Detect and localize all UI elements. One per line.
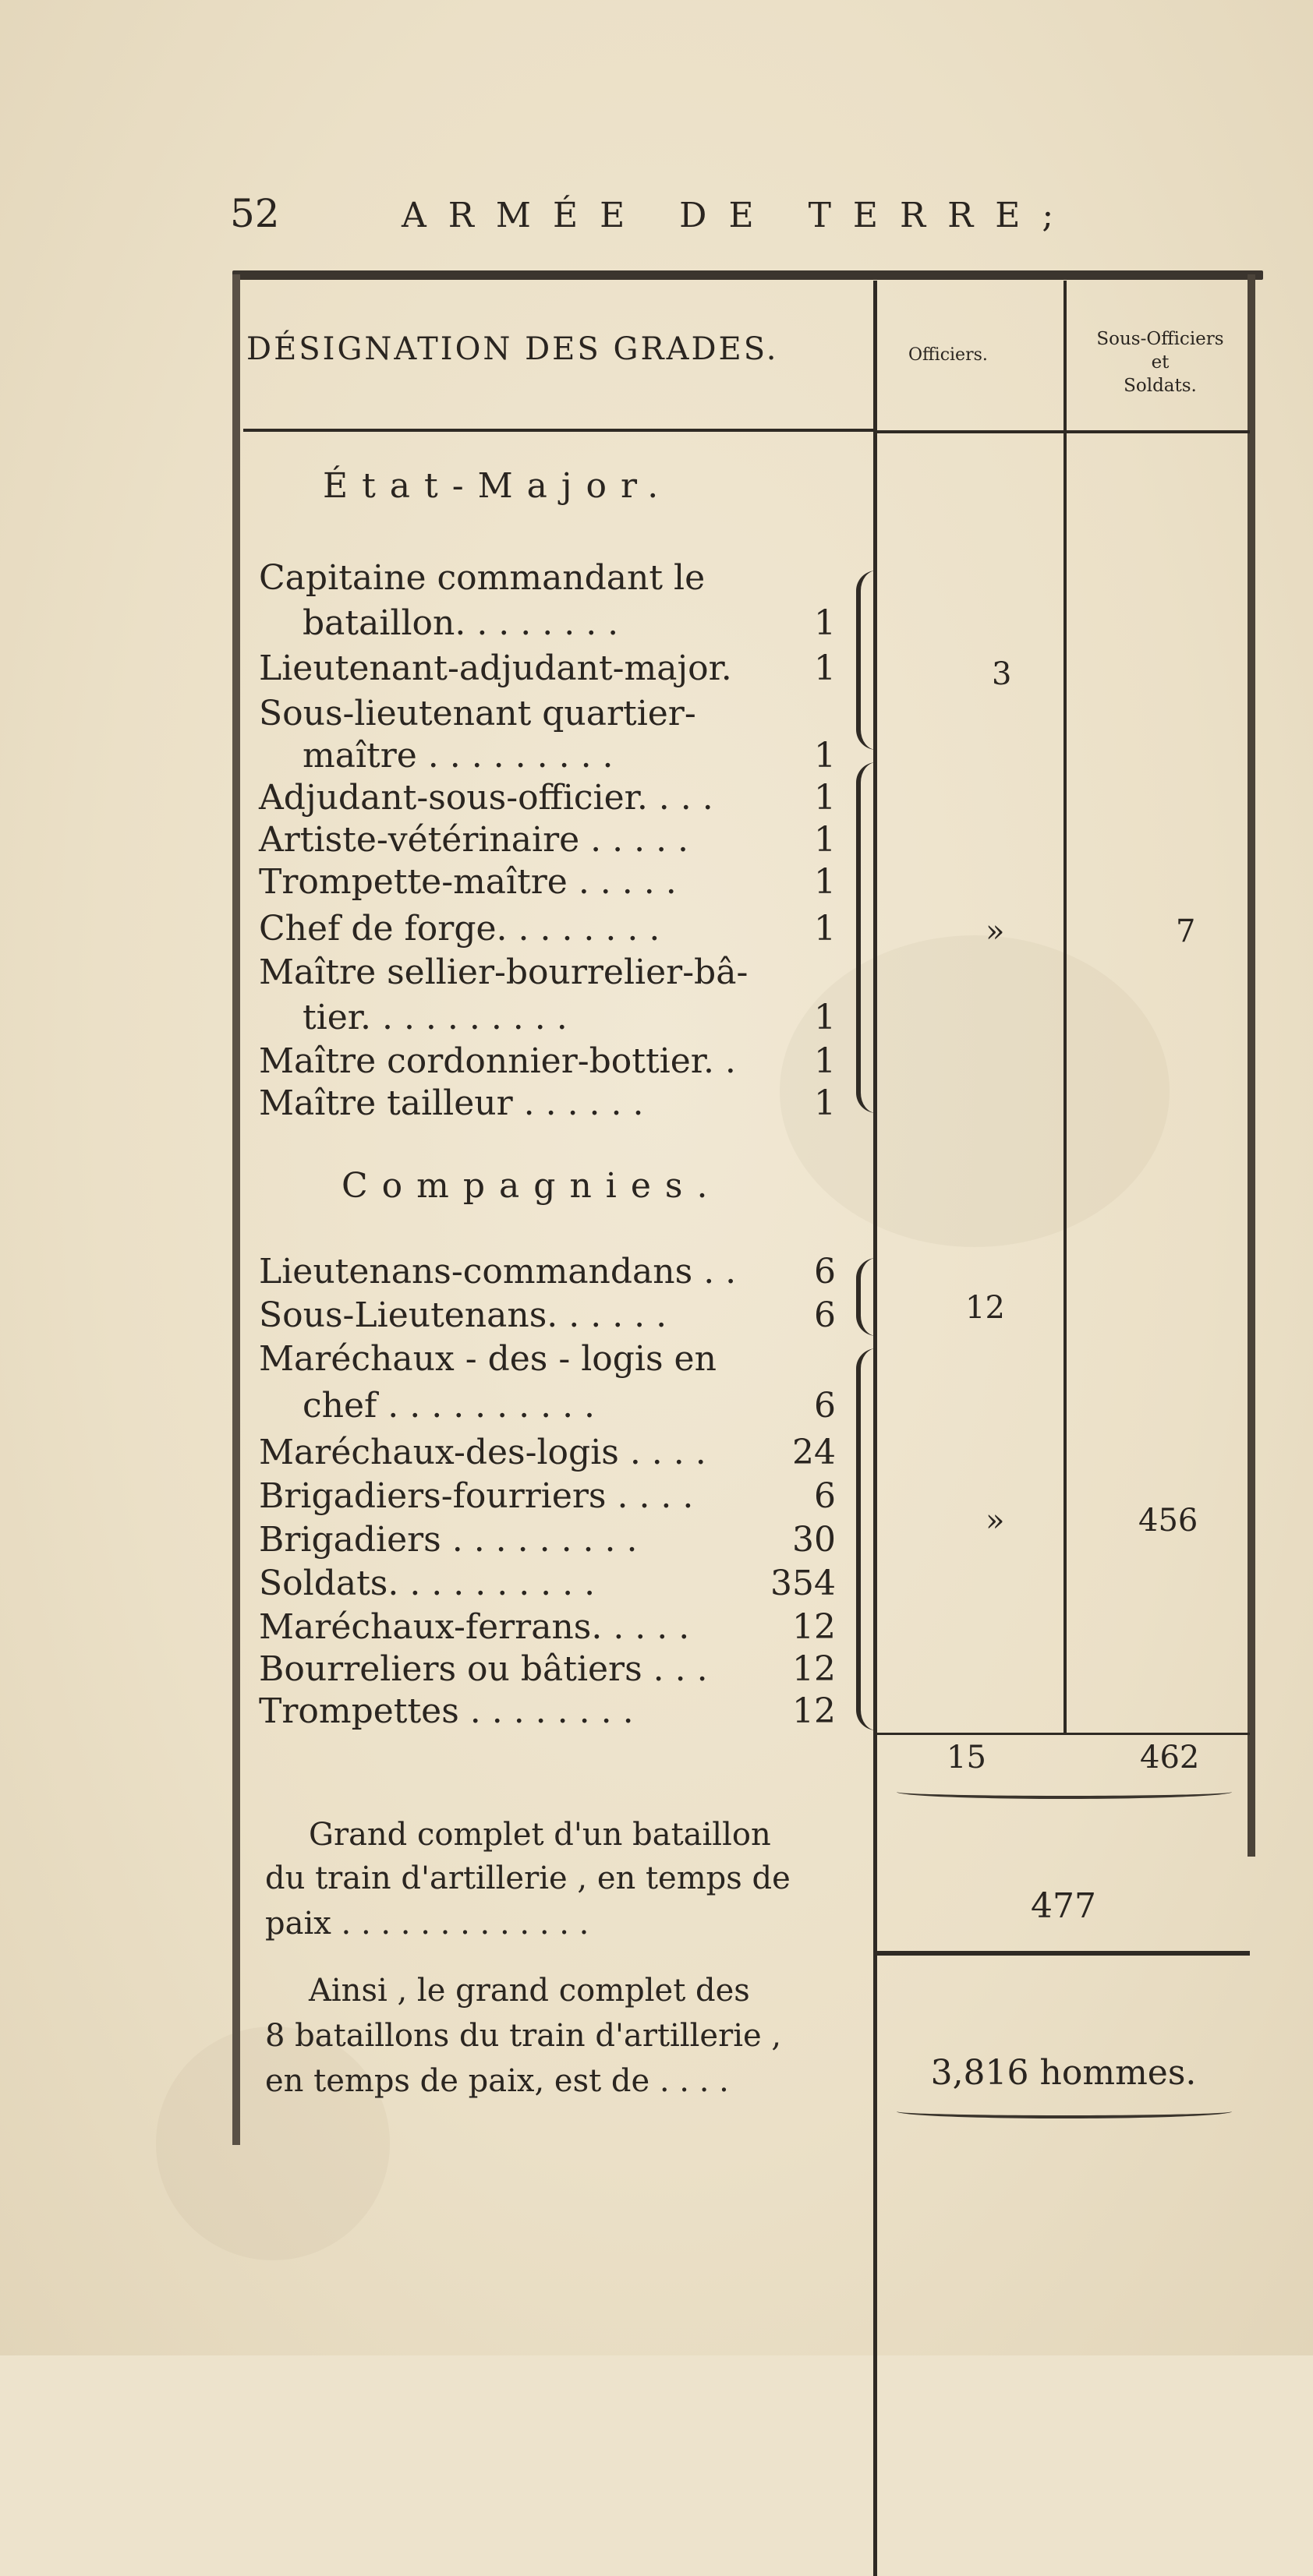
table-row: [259, 602, 836, 645]
table-row: [259, 1562, 836, 1606]
total-officiers: 15: [947, 1740, 986, 1776]
table-row: [259, 1606, 836, 1649]
grade-count: 1: [814, 778, 836, 818]
grade-label: Chef de forge. . . . . . . .: [259, 909, 660, 949]
table-row: [259, 1040, 836, 1083]
column-header-soldats: [1076, 327, 1244, 398]
table-left-rule: [232, 274, 240, 2145]
table-row: [259, 647, 836, 691]
table-row: [259, 1082, 836, 1125]
paper-stain: [780, 935, 1170, 1247]
grade-label: tier. . . . . . . . . .: [303, 998, 568, 1037]
header-rule: [877, 430, 1250, 433]
grade-label: Lieutenant-adjudant-major.: [259, 648, 732, 688]
page-number: 52: [230, 191, 280, 236]
grade-label: Sous-lieutenant quartier-: [259, 694, 696, 733]
grade-count: 1: [814, 820, 836, 860]
column-header-line: et: [1151, 352, 1170, 373]
table-row: [259, 1337, 836, 1381]
grade-count: 6: [814, 1295, 836, 1335]
grade-label: Sous-Lieutenans. . . . . .: [259, 1295, 667, 1335]
grade-label: Maître tailleur . . . . . .: [259, 1083, 644, 1123]
grade-count: 1: [814, 648, 836, 688]
section-title-etat-major: État-Major.: [323, 466, 673, 506]
table-row: [259, 1431, 836, 1475]
grade-label: Capitaine commandant le: [259, 558, 706, 598]
grade-count: 1: [814, 736, 836, 776]
table-right-rule: [1248, 274, 1255, 1857]
brace-flourish: [897, 2104, 1232, 2118]
etat-major-officiers: 3: [992, 656, 1012, 692]
table-row: [259, 1648, 836, 1691]
grade-count: 6: [814, 1386, 836, 1426]
compagnies-officiers-none: »: [986, 1503, 1005, 1539]
grade-label: Brigadiers . . . . . . . . .: [259, 1520, 638, 1560]
grade-count: 1: [814, 603, 836, 643]
grade-label: Maître cordonnier-bottier. .: [259, 1041, 736, 1081]
grade-label: Maréchaux-des-logis . . . .: [259, 1433, 706, 1472]
battalion-total: 477: [1031, 1886, 1096, 1926]
page-header: [230, 191, 1166, 253]
compagnies-soldats: 456: [1138, 1503, 1198, 1539]
etat-major-soldats: 7: [1176, 913, 1196, 949]
grade-label: Brigadiers-fourriers . . . .: [259, 1476, 694, 1516]
summary-line: 8 bataillons du train d'artillerie ,: [265, 2018, 782, 2054]
grand-total: 3,816 hommes.: [930, 2053, 1197, 2093]
grade-count: 12: [792, 1649, 836, 1689]
table-row: [259, 734, 836, 778]
table-row: [259, 1475, 836, 1518]
column-header-officiers: Officiers.: [908, 345, 988, 365]
grade-count: 1: [814, 862, 836, 902]
grade-count: 1: [814, 1083, 836, 1123]
summary-line: Grand complet d'un bataillon: [309, 1817, 771, 1853]
grade-count: 1: [814, 909, 836, 949]
total-soldats: 462: [1140, 1740, 1200, 1776]
grade-label: Trompette-maître . . . . .: [259, 862, 677, 902]
table-row: [259, 1384, 836, 1428]
table-row: [259, 1690, 836, 1733]
table-row: [259, 776, 836, 820]
table-row: [259, 1250, 836, 1294]
grade-label: bataillon. . . . . . . .: [303, 603, 619, 643]
table-row: [259, 951, 836, 995]
grade-count: 30: [792, 1520, 836, 1560]
grade-label: Artiste-vétérinaire . . . . .: [259, 820, 689, 860]
brace-flourish: [897, 1785, 1232, 1799]
column-header-line: Soldats.: [1124, 376, 1197, 396]
brace: [856, 1348, 876, 1730]
grade-count: 6: [814, 1252, 836, 1292]
total-rule: [877, 1733, 1250, 1735]
summary-line: paix . . . . . . . . . . . . .: [265, 1906, 589, 1942]
table-row: [259, 818, 836, 862]
summary-line: en temps de paix, est de . . . .: [265, 2063, 729, 2099]
grade-label: Trompettes . . . . . . . .: [259, 1691, 634, 1731]
grade-count: 6: [814, 1476, 836, 1516]
table-row: [259, 1518, 836, 1562]
grade-label: Bourreliers ou bâtiers . . .: [259, 1649, 708, 1689]
brace: [856, 762, 876, 1113]
table-row: [259, 557, 836, 600]
grade-count: 354: [770, 1564, 836, 1603]
grade-label: Soldats. . . . . . . . . .: [259, 1564, 596, 1603]
grade-label: Lieutenans-commandans . .: [259, 1252, 737, 1292]
etat-major-officiers-none: »: [986, 913, 1005, 949]
table-row: [259, 1294, 836, 1337]
grade-count: 1: [814, 998, 836, 1037]
table-row: [259, 996, 836, 1040]
running-title: ARMÉE DE TERRE;: [402, 196, 1076, 235]
brace: [856, 1258, 876, 1336]
column-header-line: Sous-Officiers: [1096, 329, 1224, 349]
grade-label: Maréchaux - des - logis en: [259, 1339, 717, 1379]
column-header-designation: DÉSIGNATION DES GRADES.: [246, 331, 779, 367]
summary-line: Ainsi , le grand complet des: [309, 1973, 750, 2009]
grade-label: maître . . . . . . . . .: [303, 736, 614, 776]
header-rule: [243, 429, 873, 432]
brace: [856, 571, 876, 750]
table-top-rule: [232, 270, 1263, 280]
sum-rule: [877, 1951, 1250, 1956]
grade-count: 24: [792, 1433, 836, 1472]
summary-line: du train d'artillerie , en temps de: [265, 1860, 791, 1896]
table-row: [259, 860, 836, 904]
grade-count: 12: [792, 1691, 836, 1731]
grade-label: Adjudant-sous-officier. . . .: [259, 778, 713, 818]
compagnies-officiers: 12: [965, 1290, 1005, 1326]
section-title-compagnies: Compagnies.: [342, 1166, 722, 1206]
grade-label: Maréchaux-ferrans. . . . .: [259, 1607, 690, 1647]
table-row: [259, 692, 836, 736]
grade-count: 1: [814, 1041, 836, 1081]
table-row: [259, 907, 836, 951]
grade-label: Maître sellier-bourrelier-bâ-: [259, 952, 749, 992]
grade-count: 12: [792, 1607, 836, 1647]
grade-label: chef . . . . . . . . . .: [303, 1386, 596, 1426]
column-rule: [1063, 281, 1067, 1733]
